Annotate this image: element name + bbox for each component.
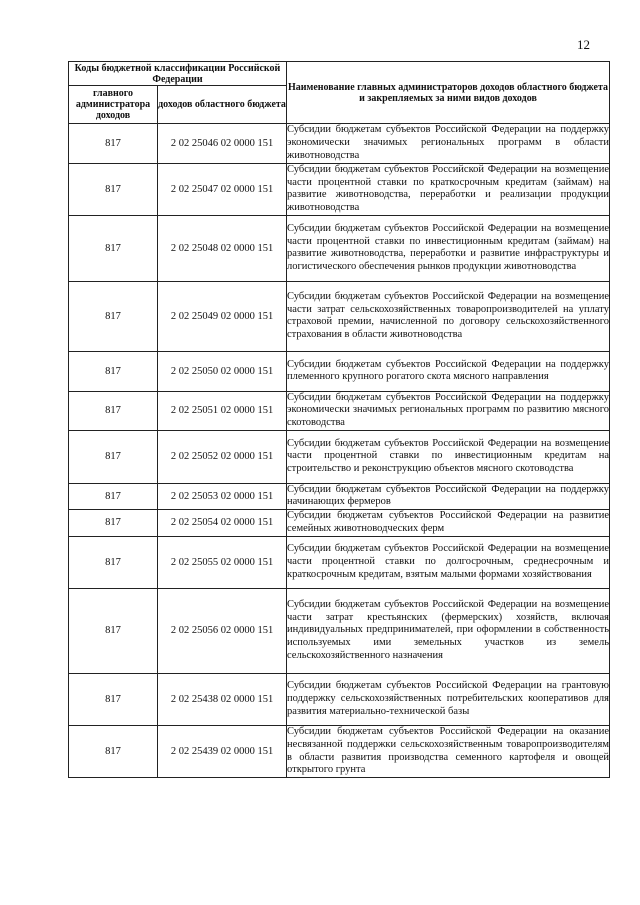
income-name-cell: Субсидии бюджетам субъектов Российской Федерации на возмещение части затрат сельскохозяйственных товаропроизводителей на уплату страховой премии, начисленной по договору сельскохозяйственного страхования в области животноводства: [287, 281, 610, 352]
income-code-cell: 2 02 25055 02 0000 151: [158, 536, 287, 589]
admin-code-cell: 817: [69, 391, 158, 431]
income-code-cell: 2 02 25049 02 0000 151: [158, 281, 287, 352]
admin-column-header: главного администратора доходов: [69, 86, 158, 124]
admin-code-cell: 817: [69, 431, 158, 484]
table-row: [69, 589, 610, 674]
income-name-cell: Субсидии бюджетам субъектов Российской Федерации на развитие семейных животноводческих ферм: [287, 510, 610, 537]
income-code-cell: 2 02 25438 02 0000 151: [158, 673, 287, 726]
budget-classification-table: [68, 61, 610, 778]
income-name-cell: Субсидии бюджетам субъектов Российской Федерации на возмещение части процентной ставки по инвестиционным кредитам на строительство и реконструкцию объектов мясного скотоводства: [287, 431, 610, 484]
admin-code-cell: 817: [69, 510, 158, 537]
income-code-cell: 2 02 25050 02 0000 151: [158, 352, 287, 392]
income-name-cell: Субсидии бюджетам субъектов Российской Федерации на возмещение части процентной ставки по инвестиционным кредитам (займам) на развитие животноводства, переработки и развитие инфраструктуры и логистического обеспечения рынков продукции животноводства: [287, 216, 610, 282]
income-name-cell: Субсидии бюджетам субъектов Российской Федерации на возмещение части процентной ставки по краткосрочным кредитам (займам) на развитие животноводства, переработки и реализации продукции животноводства: [287, 163, 610, 216]
income-code-cell: 2 02 25052 02 0000 151: [158, 431, 287, 484]
table-row: [69, 163, 610, 216]
table-row: [69, 281, 610, 352]
income-column-header: доходов областного бюджета: [158, 86, 287, 124]
admin-code-cell: 817: [69, 483, 158, 510]
income-code-cell: 2 02 25054 02 0000 151: [158, 510, 287, 537]
table-body: [69, 124, 610, 778]
income-code-cell: 2 02 25053 02 0000 151: [158, 483, 287, 510]
income-name-cell: Субсидии бюджетам субъектов Российской Федерации на оказание несвязанной поддержки сельскохозяйственным товаропроизводителям в области развития производства семенного картофеля и овощей открытого грунта: [287, 726, 610, 778]
admin-code-cell: 817: [69, 726, 158, 778]
income-code-cell: 2 02 25046 02 0000 151: [158, 124, 287, 164]
income-code-cell: 2 02 25439 02 0000 151: [158, 726, 287, 778]
income-code-cell: 2 02 25047 02 0000 151: [158, 163, 287, 216]
table-row: [69, 431, 610, 484]
admin-code-cell: 817: [69, 673, 158, 726]
admin-code-cell: 817: [69, 216, 158, 282]
income-name-cell: Субсидии бюджетам субъектов Российской Федерации на поддержку племенного крупного рогатого скота мясного направления: [287, 352, 610, 392]
income-name-cell: Субсидии бюджетам субъектов Российской Федерации на поддержку экономически значимых региональных программ по развитию мясного скотоводства: [287, 391, 610, 431]
income-name-cell: Субсидии бюджетам субъектов Российской Федерации на грантовую поддержку сельскохозяйственных потребительских кооперативов для развития материально-технической базы: [287, 673, 610, 726]
table-row: [69, 510, 610, 537]
table-row: [69, 124, 610, 164]
income-code-cell: 2 02 25056 02 0000 151: [158, 589, 287, 674]
income-name-cell: Субсидии бюджетам субъектов Российской Федерации на возмещение части процентной ставки по долгосрочным, среднесрочным и краткосрочным кредитам, взятым малыми формами хозяйствования: [287, 536, 610, 589]
page-number: 12: [577, 37, 590, 52]
income-name-cell: Субсидии бюджетам субъектов Российской Федерации на возмещение части затрат крестьянских (фермерских) хозяйств, включая индивидуальных предпринимателей, при оформлении в собственность используемых ими земельных участков из земель сельскохозяйственного назначения: [287, 589, 610, 674]
table-row: [69, 483, 610, 510]
income-name-cell: Субсидии бюджетам субъектов Российской Федерации на поддержку начинающих фермеров: [287, 483, 610, 510]
admin-code-cell: 817: [69, 124, 158, 164]
admin-code-cell: 817: [69, 163, 158, 216]
table-row: [69, 216, 610, 282]
income-code-cell: 2 02 25048 02 0000 151: [158, 216, 287, 282]
income-name-cell: Субсидии бюджетам субъектов Российской Федерации на поддержку экономически значимых региональных программ в области животноводства: [287, 124, 610, 164]
table-row: [69, 726, 610, 778]
admin-code-cell: 817: [69, 281, 158, 352]
table-row: [69, 536, 610, 589]
admin-code-cell: 817: [69, 589, 158, 674]
table-row: [69, 391, 610, 431]
income-code-cell: 2 02 25051 02 0000 151: [158, 391, 287, 431]
table-row: [69, 673, 610, 726]
admin-code-cell: 817: [69, 352, 158, 392]
name-column-header: Наименование главных администраторов доходов областного бюджета и закрепляемых за ними видов доходов: [287, 62, 610, 124]
table-row: [69, 352, 610, 392]
codes-group-header: Коды бюджетной классификации Российской Федерации: [69, 62, 287, 86]
admin-code-cell: 817: [69, 536, 158, 589]
